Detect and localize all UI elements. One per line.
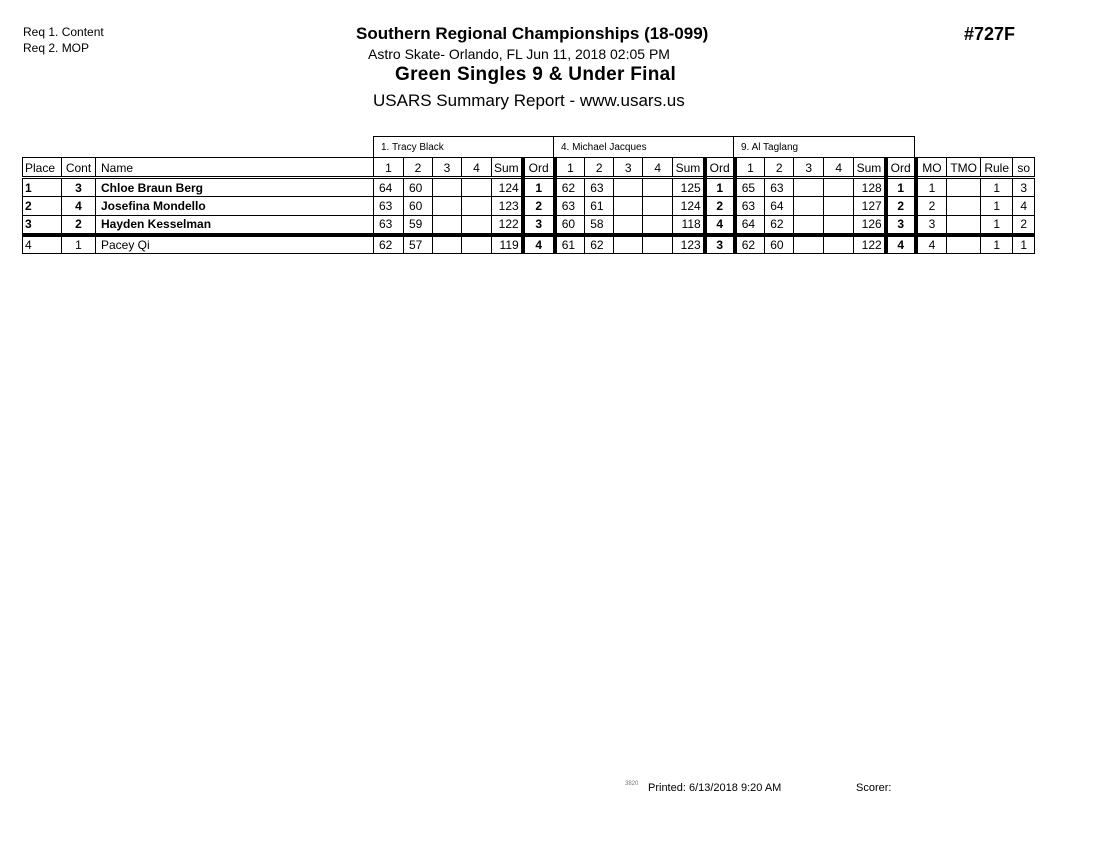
- place-cell: 1: [23, 178, 62, 197]
- judge-1-score-3: [433, 197, 462, 216]
- col-j3-s4: 4: [824, 158, 854, 178]
- judge-2-ordinal: 1: [705, 178, 735, 197]
- judge-3-score-2: 62: [765, 216, 794, 235]
- header-row: [23, 158, 1035, 178]
- table-row: [23, 197, 1035, 216]
- judge-2-score-2: 61: [585, 197, 614, 216]
- judge-2-score-3: [614, 235, 643, 254]
- judge-3-sum: 127: [854, 197, 886, 216]
- judge-2-score-3: [614, 178, 643, 197]
- rule-cell: 1: [981, 216, 1013, 235]
- judge-1-ordinal: 1: [523, 178, 555, 197]
- judge-1-score-1: 64: [374, 178, 404, 197]
- cont-cell: 2: [62, 216, 96, 235]
- judge-2-sum: 123: [673, 235, 705, 254]
- judge-1-score-3: [433, 235, 462, 254]
- judge-1-score-2: 59: [404, 216, 433, 235]
- table-row: [23, 178, 1035, 197]
- col-j1-s1: 1: [374, 158, 404, 178]
- judge-2-score-4: [643, 197, 673, 216]
- col-j2-s2: 2: [585, 158, 614, 178]
- mo-cell: 3: [916, 216, 947, 235]
- judge-2-score-4: [643, 216, 673, 235]
- judge-1-score-2: 57: [404, 235, 433, 254]
- judge-1-ordinal: 3: [523, 216, 555, 235]
- skater-name: Pacey Qi: [96, 235, 374, 254]
- requirement-1: Req 1. Content: [23, 25, 104, 39]
- printed-timestamp: Printed: 6/13/2018 9:20 AM: [648, 782, 782, 794]
- judge-1-score-4: [462, 178, 492, 197]
- requirement-2: Req 2. MOP: [23, 41, 90, 55]
- judge-header-2: 4. Michael Jacques: [553, 136, 734, 157]
- tmo-cell: [947, 235, 981, 254]
- judge-3-score-4: [824, 197, 854, 216]
- judge-1-score-1: 62: [374, 235, 404, 254]
- judge-2-ordinal: 3: [705, 235, 735, 254]
- col-j1-s3: 3: [433, 158, 462, 178]
- judge-2-sum: 125: [673, 178, 705, 197]
- col-j2-s1: 1: [555, 158, 585, 178]
- so-cell: 2: [1013, 216, 1035, 235]
- col-tmo: TMO: [947, 158, 981, 178]
- so-cell: 3: [1013, 178, 1035, 197]
- judge-3-score-2: 63: [765, 178, 794, 197]
- judge-3-score-1: 62: [735, 235, 765, 254]
- judge-2-ordinal: 2: [705, 197, 735, 216]
- results-table: [22, 157, 1035, 254]
- report-code: 3820: [625, 781, 639, 787]
- judge-2-score-2: 58: [585, 216, 614, 235]
- judge-2-score-1: 62: [555, 178, 585, 197]
- col-j1-sum: Sum: [492, 158, 523, 178]
- judge-3-score-1: 65: [735, 178, 765, 197]
- cont-cell: 3: [62, 178, 96, 197]
- judge-3-sum: 126: [854, 216, 886, 235]
- table-row: [23, 235, 1035, 254]
- scorer-label: Scorer:: [856, 782, 892, 794]
- judge-1-score-1: 63: [374, 197, 404, 216]
- judge-2-score-2: 63: [585, 178, 614, 197]
- judge-3-score-3: [794, 235, 824, 254]
- mo-cell: 1: [916, 178, 947, 197]
- judge-2-score-3: [614, 216, 643, 235]
- place-cell: 3: [23, 216, 62, 235]
- col-j3-s1: 1: [735, 158, 765, 178]
- tmo-cell: [947, 178, 981, 197]
- col-j3-ord: Ord: [886, 158, 916, 178]
- skater-name: Josefina Mondello: [96, 197, 374, 216]
- col-j1-s4: 4: [462, 158, 492, 178]
- championship-title: Southern Regional Championships (18-099): [356, 24, 709, 43]
- rule-cell: 1: [981, 235, 1013, 254]
- judge-3-score-2: 60: [765, 235, 794, 254]
- judge-1-sum: 123: [492, 197, 523, 216]
- cont-cell: 1: [62, 235, 96, 254]
- col-j2-ord: Ord: [705, 158, 735, 178]
- judge-2-score-1: 60: [555, 216, 585, 235]
- col-j3-s3: 3: [794, 158, 824, 178]
- judge-1-score-3: [433, 178, 462, 197]
- rule-cell: 1: [981, 178, 1013, 197]
- judge-3-ordinal: 2: [886, 197, 916, 216]
- tmo-cell: [947, 216, 981, 235]
- judge-3-score-3: [794, 216, 824, 235]
- judge-1-ordinal: 4: [523, 235, 555, 254]
- event-id: #727F: [964, 24, 1016, 44]
- place-cell: 2: [23, 197, 62, 216]
- skater-name: Hayden Kesselman: [96, 216, 374, 235]
- col-name: Name: [96, 158, 374, 178]
- judge-3-score-3: [794, 197, 824, 216]
- judge-1-score-4: [462, 235, 492, 254]
- judge-3-sum: 128: [854, 178, 886, 197]
- judge-1-score-4: [462, 197, 492, 216]
- judge-2-score-3: [614, 197, 643, 216]
- so-cell: 1: [1013, 235, 1035, 254]
- col-rule: Rule: [981, 158, 1013, 178]
- mo-cell: 2: [916, 197, 947, 216]
- col-j2-s4: 4: [643, 158, 673, 178]
- col-j1-ord: Ord: [523, 158, 555, 178]
- judge-1-score-1: 63: [374, 216, 404, 235]
- judge-1-sum: 124: [492, 178, 523, 197]
- mo-cell: 4: [916, 235, 947, 254]
- judge-1-ordinal: 2: [523, 197, 555, 216]
- col-j3-s2: 2: [765, 158, 794, 178]
- judge-header-3: 9. Al Taglang: [733, 136, 915, 157]
- judge-3-sum: 122: [854, 235, 886, 254]
- venue-date: Astro Skate- Orlando, FL Jun 11, 2018 02:05 PM: [368, 46, 670, 62]
- judge-3-score-1: 63: [735, 197, 765, 216]
- col-j3-sum: Sum: [854, 158, 886, 178]
- col-j2-sum: Sum: [673, 158, 705, 178]
- judge-3-score-4: [824, 216, 854, 235]
- judge-3-ordinal: 3: [886, 216, 916, 235]
- col-place: Place: [23, 158, 62, 178]
- judge-2-sum: 118: [673, 216, 705, 235]
- judge-3-score-2: 64: [765, 197, 794, 216]
- judge-2-score-4: [643, 235, 673, 254]
- judge-1-score-2: 60: [404, 178, 433, 197]
- table-row: [23, 216, 1035, 235]
- tmo-cell: [947, 197, 981, 216]
- judge-1-sum: 122: [492, 216, 523, 235]
- judge-3-ordinal: 1: [886, 178, 916, 197]
- cont-cell: 4: [62, 197, 96, 216]
- judge-1-score-2: 60: [404, 197, 433, 216]
- event-title: Green Singles 9 & Under Final: [395, 64, 677, 85]
- judge-header-1: 1. Tracy Black: [373, 136, 554, 157]
- judge-3-ordinal: 4: [886, 235, 916, 254]
- judge-2-score-4: [643, 178, 673, 197]
- col-j2-s3: 3: [614, 158, 643, 178]
- col-j1-s2: 2: [404, 158, 433, 178]
- judge-1-score-3: [433, 216, 462, 235]
- report-title: USARS Summary Report - www.usars.us: [373, 91, 685, 110]
- skater-name: Chloe Braun Berg: [96, 178, 374, 197]
- judge-3-score-1: 64: [735, 216, 765, 235]
- judge-3-score-4: [824, 178, 854, 197]
- col-so: so: [1013, 158, 1035, 178]
- col-mo: MO: [916, 158, 947, 178]
- col-cont: Cont: [62, 158, 96, 178]
- judge-3-score-4: [824, 235, 854, 254]
- judge-1-score-4: [462, 216, 492, 235]
- rule-cell: 1: [981, 197, 1013, 216]
- judge-2-score-1: 61: [555, 235, 585, 254]
- judge-2-sum: 124: [673, 197, 705, 216]
- judge-2-score-2: 62: [585, 235, 614, 254]
- judge-2-score-1: 63: [555, 197, 585, 216]
- judge-1-sum: 119: [492, 235, 523, 254]
- judge-2-ordinal: 4: [705, 216, 735, 235]
- place-cell: 4: [23, 235, 62, 254]
- judge-3-score-3: [794, 178, 824, 197]
- so-cell: 4: [1013, 197, 1035, 216]
